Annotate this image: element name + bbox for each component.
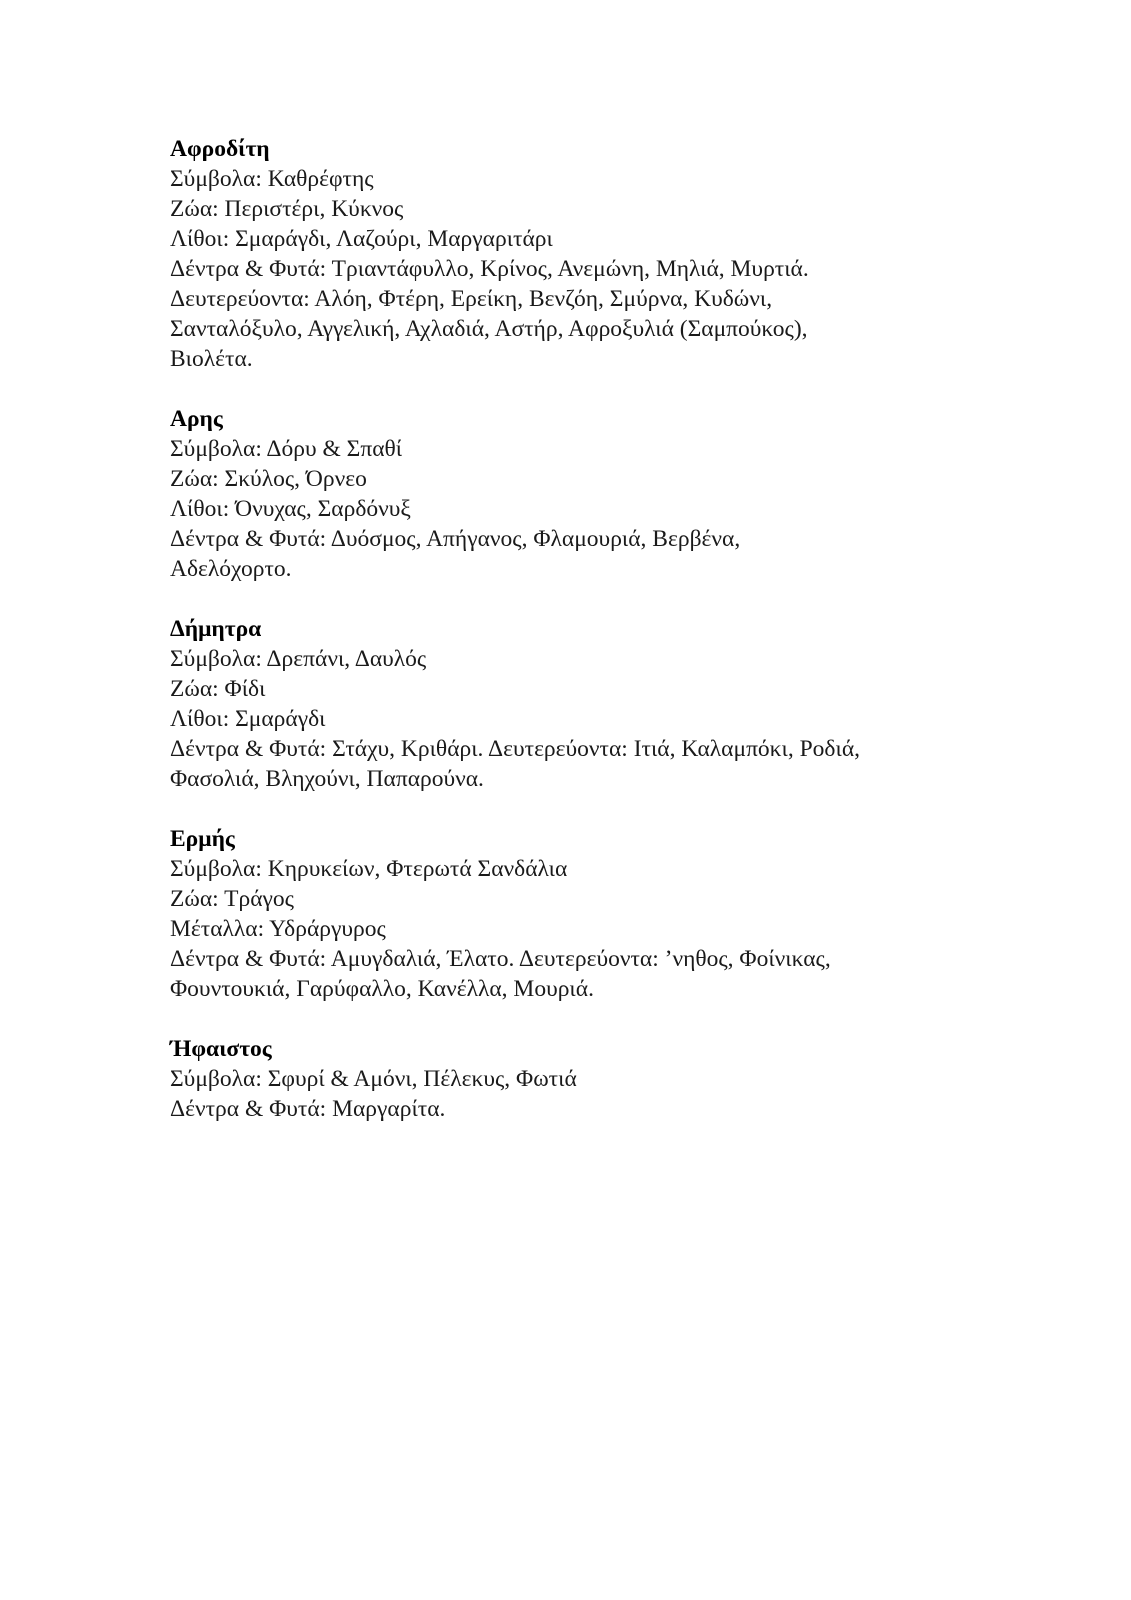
text-line: Σύμβολα: Κηρυκείων, Φτερωτά Σανδάλια bbox=[170, 856, 568, 882]
section-hephaestus bbox=[170, 1034, 970, 1124]
text-line: Λίθοι: Σμαράγδι, Λαζούρι, Μαργαριτάρι bbox=[170, 226, 553, 252]
section-demeter bbox=[170, 614, 970, 794]
text-line: Μέταλλα: Υδράργυρος bbox=[170, 916, 386, 942]
text-line: Φασολιά, Βληχούνι, Παπαρούνα. bbox=[170, 766, 484, 792]
document-body bbox=[170, 134, 970, 1154]
text-line: Δέντρα & Φυτά: Τριαντάφυλλο, Κρίνος, Ανεμώνη, Μηλιά, Μυρτιά. bbox=[170, 256, 809, 282]
text-line: Ζώα: Σκύλος, Όρνεο bbox=[170, 466, 367, 492]
text-line: Δέντρα & Φυτά: Δυόσμος, Απήγανος, Φλαμουριά, Βερβένα, bbox=[170, 526, 741, 552]
section-heading: Αρης bbox=[170, 406, 223, 432]
section-ares bbox=[170, 404, 970, 584]
text-line: Ζώα: Περιστέρι, Κύκνος bbox=[170, 196, 404, 222]
section-heading: Ερμής bbox=[170, 826, 235, 852]
text-line: Σύμβολα: Δρεπάνι, Δαυλός bbox=[170, 646, 427, 672]
text-line: Σανταλόξυλο, Αγγελική, Αχλαδιά, Αστήρ, Αφροξυλιά (Σαμπούκος), bbox=[170, 316, 808, 342]
section-hermes bbox=[170, 824, 970, 1004]
text-line: Σύμβολα: Δόρυ & Σπαθί bbox=[170, 436, 403, 462]
text-line: Δέντρα & Φυτά: Μαργαρίτα. bbox=[170, 1096, 446, 1122]
text-line: Βιολέτα. bbox=[170, 346, 253, 372]
text-line: Λίθοι: Σμαράγδι bbox=[170, 706, 326, 732]
text-line: Αδελόχορτο. bbox=[170, 556, 292, 582]
text-line: Σύμβολα: Σφυρί & Αμόνι, Πέλεκυς, Φωτιά bbox=[170, 1066, 577, 1092]
section-heading: Δήμητρα bbox=[170, 616, 262, 642]
text-line: Σύμβολα: Καθρέφτης bbox=[170, 166, 374, 192]
text-line: Φουντουκιά, Γαρύφαλλο, Κανέλλα, Μουριά. bbox=[170, 976, 594, 1002]
text-line: Ζώα: Φίδι bbox=[170, 676, 266, 702]
text-line: Ζώα: Τράγος bbox=[170, 886, 294, 912]
text-line: Δευτερεύοντα: Αλόη, Φτέρη, Ερείκη, Βενζόη, Σμύρνα, Κυδώνι, bbox=[170, 286, 773, 312]
text-line: Δέντρα & Φυτά: Στάχυ, Κριθάρι. Δευτερεύοντα: Ιτιά, Καλαμπόκι, Ροδιά, bbox=[170, 736, 861, 762]
section-heading: Ήφαιστος bbox=[170, 1036, 272, 1062]
text-line: Δέντρα & Φυτά: Αμυγδαλιά, Έλατο. Δευτερεύοντα: ’νηθος, Φοίνικας, bbox=[170, 946, 831, 972]
section-aphrodite bbox=[170, 134, 970, 374]
section-heading: Αφροδίτη bbox=[170, 136, 270, 162]
text-line: Λίθοι: Όνυχας, Σαρδόνυξ bbox=[170, 496, 411, 522]
